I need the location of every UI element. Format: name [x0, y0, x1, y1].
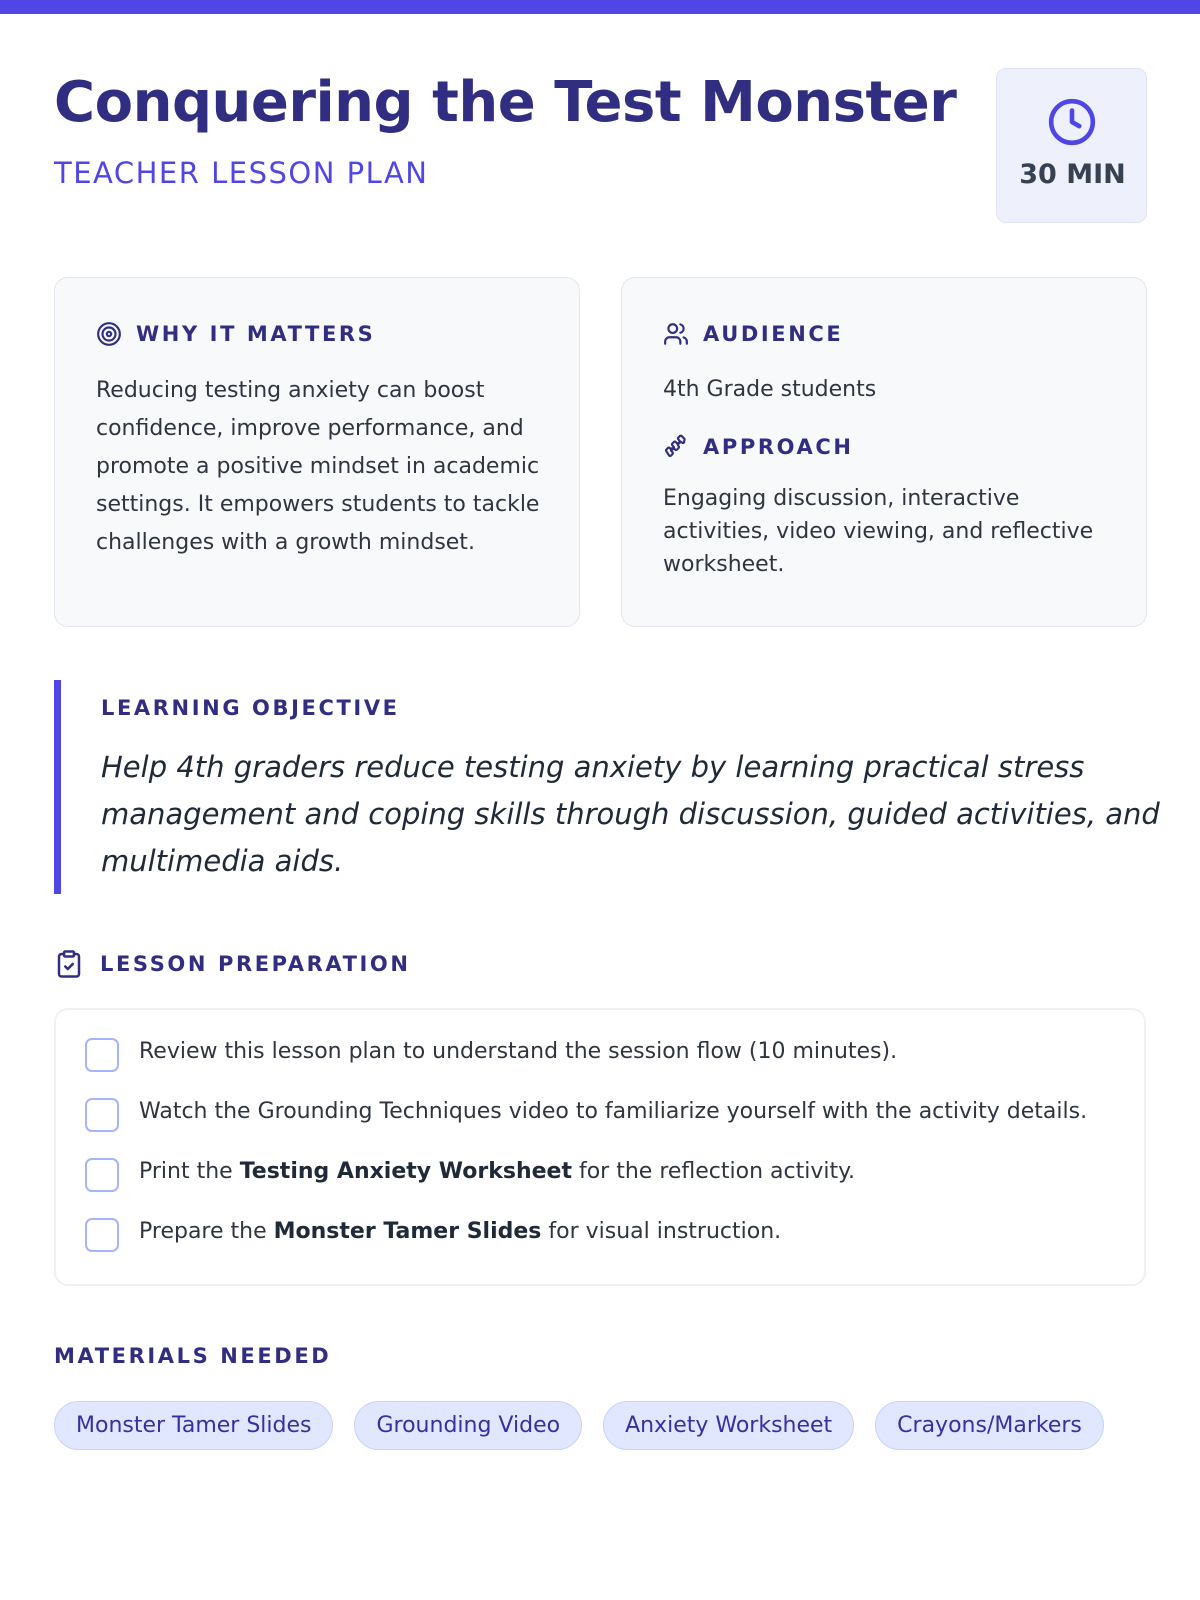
duration-value: 30 MIN [1019, 159, 1126, 190]
puzzle-icon [663, 434, 689, 460]
materials-needed-title: MATERIALS NEEDED [54, 1344, 332, 1368]
audience-heading [663, 321, 843, 347]
objective-accent-bar [54, 680, 61, 894]
audience-text: 4th Grade students [663, 377, 877, 402]
users-icon [663, 321, 689, 347]
why-it-matters-title: WHY IT MATTERS [136, 322, 376, 346]
materials-list [54, 1401, 1104, 1450]
checklist-item[interactable] [85, 1030, 897, 1072]
checklist-item-text: Print the Testing Anxiety Worksheet for the reflection activity. [139, 1158, 855, 1184]
top-accent-bar [0, 0, 1200, 14]
checklist-item-text: Prepare the Monster Tamer Slides for visual instruction. [139, 1218, 782, 1244]
target-icon [96, 321, 122, 347]
preparation-checklist [54, 1008, 1146, 1286]
lesson-preparation-heading [54, 948, 411, 980]
objective-text: Help 4th graders reduce testing anxiety by learning practical stress management and coping skills through discussion, guided activities, and multimedia aids. [101, 750, 1160, 878]
checkbox[interactable] [85, 1098, 119, 1132]
approach-text: Engaging discussion, interactive activities, video viewing, and reflective worksheet. [663, 486, 1094, 577]
approach-heading [663, 434, 854, 460]
material-chip: Grounding Video [354, 1401, 582, 1450]
material-chip: Anxiety Worksheet [603, 1401, 854, 1450]
checklist-item-text: Review this lesson plan to understand the session flow (10 minutes). [139, 1038, 898, 1064]
checklist-item[interactable] [85, 1210, 781, 1252]
duration-badge [996, 68, 1147, 223]
audience-approach-card [621, 277, 1147, 627]
checkbox[interactable] [85, 1038, 119, 1072]
checklist-item-text: Watch the Grounding Techniques video to familiarize yourself with the activity details. [139, 1098, 1088, 1124]
clipboard-check-icon [54, 948, 84, 980]
page-title: Conquering the Test Monster [54, 70, 957, 135]
why-it-matters-text: Reducing testing anxiety can boost confidence, improve performance, and promote a positive mindset in academic settings. It empowers students to tackle challenges with a growth mindset. [96, 378, 540, 555]
audience-title: AUDIENCE [703, 322, 844, 346]
clock-icon [1047, 97, 1097, 147]
checklist-item[interactable] [85, 1150, 855, 1192]
learning-objective [54, 680, 1160, 894]
material-chip: Crayons/Markers [875, 1401, 1104, 1450]
page-subtitle: TEACHER LESSON PLAN [54, 156, 429, 190]
checkbox[interactable] [85, 1158, 119, 1192]
why-it-matters-card [54, 277, 580, 627]
lesson-preparation-title: LESSON PREPARATION [100, 952, 411, 976]
checkbox[interactable] [85, 1218, 119, 1252]
checklist-item[interactable] [85, 1090, 1087, 1132]
approach-title: APPROACH [703, 435, 854, 459]
material-chip: Monster Tamer Slides [54, 1401, 333, 1450]
why-it-matters-heading [96, 321, 375, 347]
objective-title: LEARNING OBJECTIVE [101, 696, 400, 720]
